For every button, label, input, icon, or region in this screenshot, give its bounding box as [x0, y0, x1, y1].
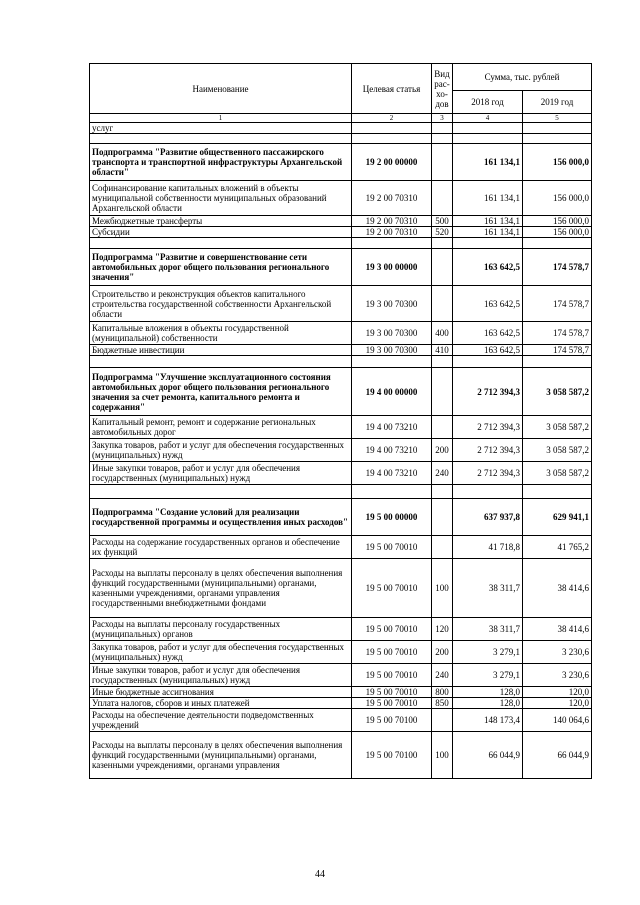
amount-2019-cell: 3 058 587,2	[523, 368, 592, 416]
expense-type-cell: 400	[432, 322, 453, 345]
amount-2019-cell: 156 000,0	[523, 181, 592, 216]
amount-2019-cell: 38 414,6	[523, 618, 592, 641]
amount-2018-cell: 161 134,1	[453, 181, 523, 216]
table-row	[90, 536, 592, 559]
name-cell: Закупка товаров, работ и услуг для обеспечения государственных (муниципальных) нужд	[90, 439, 352, 462]
expense-type-cell	[432, 249, 453, 286]
amount-2019-cell: 66 044,9	[523, 732, 592, 779]
name-cell: Бюджетные инвестиции	[90, 345, 352, 356]
expense-type-cell: 120	[432, 618, 453, 641]
name-cell: Расходы на обеспечение деятельности подведомственных учреждений	[90, 709, 352, 732]
code-cell: 19 2 00 70310	[352, 227, 432, 238]
expense-type-cell	[432, 709, 453, 732]
expense-type-cell	[432, 499, 453, 536]
name-cell	[90, 238, 352, 249]
amount-2019-cell: 156 000,0	[523, 216, 592, 227]
name-cell	[90, 485, 352, 499]
name-cell: Капитальные вложения в объекты государственной (муниципальной) собственности	[90, 322, 352, 345]
code-cell: 19 4 00 73210	[352, 416, 432, 439]
code-cell: 19 5 00 70010	[352, 536, 432, 559]
expense-type-cell	[432, 416, 453, 439]
amount-2019-cell: 3 230,6	[523, 641, 592, 664]
expense-type-cell	[432, 144, 453, 181]
amount-2018-cell: 2 712 394,3	[453, 439, 523, 462]
name-cell: услуг	[90, 123, 352, 134]
amount-2018-cell	[453, 134, 523, 144]
expense-type-cell: 520	[432, 227, 453, 238]
code-cell	[352, 485, 432, 499]
expense-type-cell	[432, 123, 453, 134]
code-cell	[352, 356, 432, 368]
expense-type-cell	[432, 485, 453, 499]
table-header	[90, 64, 592, 123]
expense-type-cell: 240	[432, 462, 453, 485]
amount-2019-cell	[523, 134, 592, 144]
expense-type-cell	[432, 181, 453, 216]
name-cell	[90, 134, 352, 144]
amount-2019-cell: 3 058 587,2	[523, 462, 592, 485]
expense-type-cell	[432, 134, 453, 144]
amount-2019-cell: 41 765,2	[523, 536, 592, 559]
table-row	[90, 687, 592, 698]
code-cell: 19 3 00 70300	[352, 286, 432, 322]
name-cell: Капитальный ремонт, ремонт и содержание региональных автомобильных дорог	[90, 416, 352, 439]
name-cell: Софинансирование капитальных вложений в объекты муниципальной собственности муниципальных образований Архангельской области	[90, 181, 352, 216]
table-row	[90, 227, 592, 238]
table-row	[90, 123, 592, 134]
amount-2019-cell: 3 058 587,2	[523, 416, 592, 439]
table-row	[90, 698, 592, 709]
amount-2018-cell: 163 642,5	[453, 345, 523, 356]
expense-type-cell	[432, 536, 453, 559]
name-cell: Межбюджетные трансферты	[90, 216, 352, 227]
column-number: 4	[453, 114, 523, 123]
spacer-row	[90, 356, 592, 368]
code-cell: 19 2 00 70310	[352, 216, 432, 227]
code-cell: 19 3 00 70300	[352, 322, 432, 345]
name-cell: Подпрограмма "Развитие и совершенствование сети автомобильных дорог общего пользования регионального значения"	[90, 249, 352, 286]
amount-2019-cell: 174 578,7	[523, 345, 592, 356]
amount-2019-cell: 174 578,7	[523, 249, 592, 286]
name-cell: Уплата налогов, сборов и иных платежей	[90, 698, 352, 709]
amount-2019-cell: 140 064,6	[523, 709, 592, 732]
expense-type-cell	[432, 238, 453, 249]
code-cell: 19 4 00 73210	[352, 439, 432, 462]
page-number: 44	[315, 869, 325, 880]
amount-2018-cell: 38 311,7	[453, 618, 523, 641]
column-number: 3	[432, 114, 453, 123]
table-row	[90, 216, 592, 227]
amount-2019-cell: 3 230,6	[523, 664, 592, 687]
name-cell: Субсидии	[90, 227, 352, 238]
amount-2018-cell: 66 044,9	[453, 732, 523, 779]
column-number: 2	[352, 114, 432, 123]
table-row	[90, 709, 592, 732]
code-cell: 19 5 00 70100	[352, 732, 432, 779]
table-row	[90, 732, 592, 779]
amount-2018-cell: 3 279,1	[453, 664, 523, 687]
subprogram-row	[90, 368, 592, 416]
column-number: 5	[523, 114, 592, 123]
table-row	[90, 664, 592, 687]
header-vid: Вид рас-хо-дов	[432, 64, 453, 114]
name-cell: Расходы на выплаты персоналу государственных (муниципальных) органов	[90, 618, 352, 641]
code-cell: 19 2 00 00000	[352, 144, 432, 181]
expense-type-cell: 500	[432, 216, 453, 227]
code-cell: 19 2 00 70310	[352, 181, 432, 216]
amount-2019-cell: 156 000,0	[523, 144, 592, 181]
expense-type-cell: 800	[432, 687, 453, 698]
code-cell: 19 5 00 00000	[352, 499, 432, 536]
amount-2018-cell: 2 712 394,3	[453, 416, 523, 439]
expense-type-cell: 410	[432, 345, 453, 356]
subprogram-row	[90, 249, 592, 286]
amount-2019-cell: 174 578,7	[523, 286, 592, 322]
name-cell: Подпрограмма "Развитие общественного пассажирского транспорта и транспортной инфраструктуры Архангельской области"	[90, 144, 352, 181]
code-cell: 19 5 00 70010	[352, 687, 432, 698]
amount-2018-cell: 161 134,1	[453, 227, 523, 238]
table-row	[90, 286, 592, 322]
amount-2019-cell	[523, 356, 592, 368]
name-cell: Расходы на выплаты персоналу в целях обеспечения выполнения функций государственными (муниципальными) органами, казенными учреждениями, органами управления государственными внебюджетными фондами	[90, 559, 352, 618]
table-row	[90, 181, 592, 216]
expense-type-cell	[432, 368, 453, 416]
code-cell: 19 5 00 70010	[352, 618, 432, 641]
table-row	[90, 416, 592, 439]
name-cell: Закупка товаров, работ и услуг для обеспечения государственных (муниципальных) нужд	[90, 641, 352, 664]
expense-type-cell: 100	[432, 732, 453, 779]
name-cell: Иные бюджетные ассигнования	[90, 687, 352, 698]
amount-2018-cell	[453, 356, 523, 368]
code-cell: 19 5 00 70010	[352, 698, 432, 709]
name-cell: Иные закупки товаров, работ и услуг для обеспечения государственных (муниципальных) нужд	[90, 462, 352, 485]
header-year-2019: 2019 год	[523, 91, 592, 114]
amount-2018-cell: 637 937,8	[453, 499, 523, 536]
expense-type-cell: 850	[432, 698, 453, 709]
amount-2018-cell: 161 134,1	[453, 216, 523, 227]
table-row	[90, 559, 592, 618]
amount-2019-cell: 38 414,6	[523, 559, 592, 618]
table-row	[90, 439, 592, 462]
expense-type-cell: 240	[432, 664, 453, 687]
code-cell: 19 4 00 73210	[352, 462, 432, 485]
expense-type-cell: 200	[432, 439, 453, 462]
expense-type-cell: 100	[432, 559, 453, 618]
name-cell: Строительство и реконструкция объектов капитального строительства государственной собственности Архангельской области	[90, 286, 352, 322]
amount-2018-cell: 2 712 394,3	[453, 368, 523, 416]
amount-2019-cell: 3 058 587,2	[523, 439, 592, 462]
code-cell: 19 5 00 70100	[352, 709, 432, 732]
amount-2018-cell: 38 311,7	[453, 559, 523, 618]
name-cell	[90, 356, 352, 368]
amount-2018-cell: 2 712 394,3	[453, 462, 523, 485]
document-page	[89, 63, 591, 779]
header-name: Наименование	[90, 64, 352, 114]
amount-2018-cell: 161 134,1	[453, 144, 523, 181]
amount-2018-cell	[453, 238, 523, 249]
amount-2018-cell	[453, 123, 523, 134]
amount-2018-cell: 163 642,5	[453, 286, 523, 322]
amount-2019-cell: 120,0	[523, 687, 592, 698]
amount-2019-cell: 629 941,1	[523, 499, 592, 536]
amount-2018-cell: 128,0	[453, 698, 523, 709]
amount-2018-cell: 148 173,4	[453, 709, 523, 732]
column-number: 1	[90, 114, 352, 123]
expense-type-cell: 200	[432, 641, 453, 664]
expense-type-cell	[432, 356, 453, 368]
code-cell	[352, 238, 432, 249]
amount-2018-cell: 128,0	[453, 687, 523, 698]
amount-2019-cell: 174 578,7	[523, 322, 592, 345]
header-target: Целевая статья	[352, 64, 432, 114]
name-cell: Иные закупки товаров, работ и услуг для обеспечения государственных (муниципальных) нужд	[90, 664, 352, 687]
code-cell: 19 3 00 70300	[352, 345, 432, 356]
code-cell: 19 5 00 70010	[352, 664, 432, 687]
amount-2018-cell: 3 279,1	[453, 641, 523, 664]
amount-2018-cell: 163 642,5	[453, 249, 523, 286]
code-cell: 19 4 00 00000	[352, 368, 432, 416]
spacer-row	[90, 238, 592, 249]
header-year-2018: 2018 год	[453, 91, 523, 114]
amount-2019-cell	[523, 123, 592, 134]
name-cell: Подпрограмма "Улучшение эксплуатационного состояния автомобильных дорог общего пользования регионального значения за счет ремонта, капитального ремонта и содержания"	[90, 368, 352, 416]
amount-2019-cell: 120,0	[523, 698, 592, 709]
amount-2018-cell: 163 642,5	[453, 322, 523, 345]
code-cell: 19 3 00 00000	[352, 249, 432, 286]
spacer-row	[90, 485, 592, 499]
name-cell: Расходы на выплаты персоналу в целях обеспечения выполнения функций государственными (муниципальными) органами, казенными учреждениями, органами управления	[90, 732, 352, 779]
amount-2019-cell: 156 000,0	[523, 227, 592, 238]
amount-2018-cell: 41 718,8	[453, 536, 523, 559]
expense-type-cell	[432, 286, 453, 322]
header-sum: Сумма, тыс. рублей	[453, 64, 592, 91]
table-row	[90, 641, 592, 664]
code-cell	[352, 134, 432, 144]
code-cell	[352, 123, 432, 134]
subprogram-row	[90, 144, 592, 181]
table-row	[90, 462, 592, 485]
code-cell: 19 5 00 70010	[352, 559, 432, 618]
table-row	[90, 322, 592, 345]
amount-2019-cell	[523, 238, 592, 249]
subprogram-row	[90, 499, 592, 536]
name-cell: Расходы на содержание государственных органов и обеспечение их функций	[90, 536, 352, 559]
name-cell: Подпрограмма "Создание условий для реализации государственной программы и осуществления иных расходов"	[90, 499, 352, 536]
spacer-row	[90, 134, 592, 144]
budget-table	[89, 63, 592, 779]
code-cell: 19 5 00 70010	[352, 641, 432, 664]
table-row	[90, 345, 592, 356]
table-row	[90, 618, 592, 641]
amount-2018-cell	[453, 485, 523, 499]
table-body	[90, 123, 592, 779]
amount-2019-cell	[523, 485, 592, 499]
